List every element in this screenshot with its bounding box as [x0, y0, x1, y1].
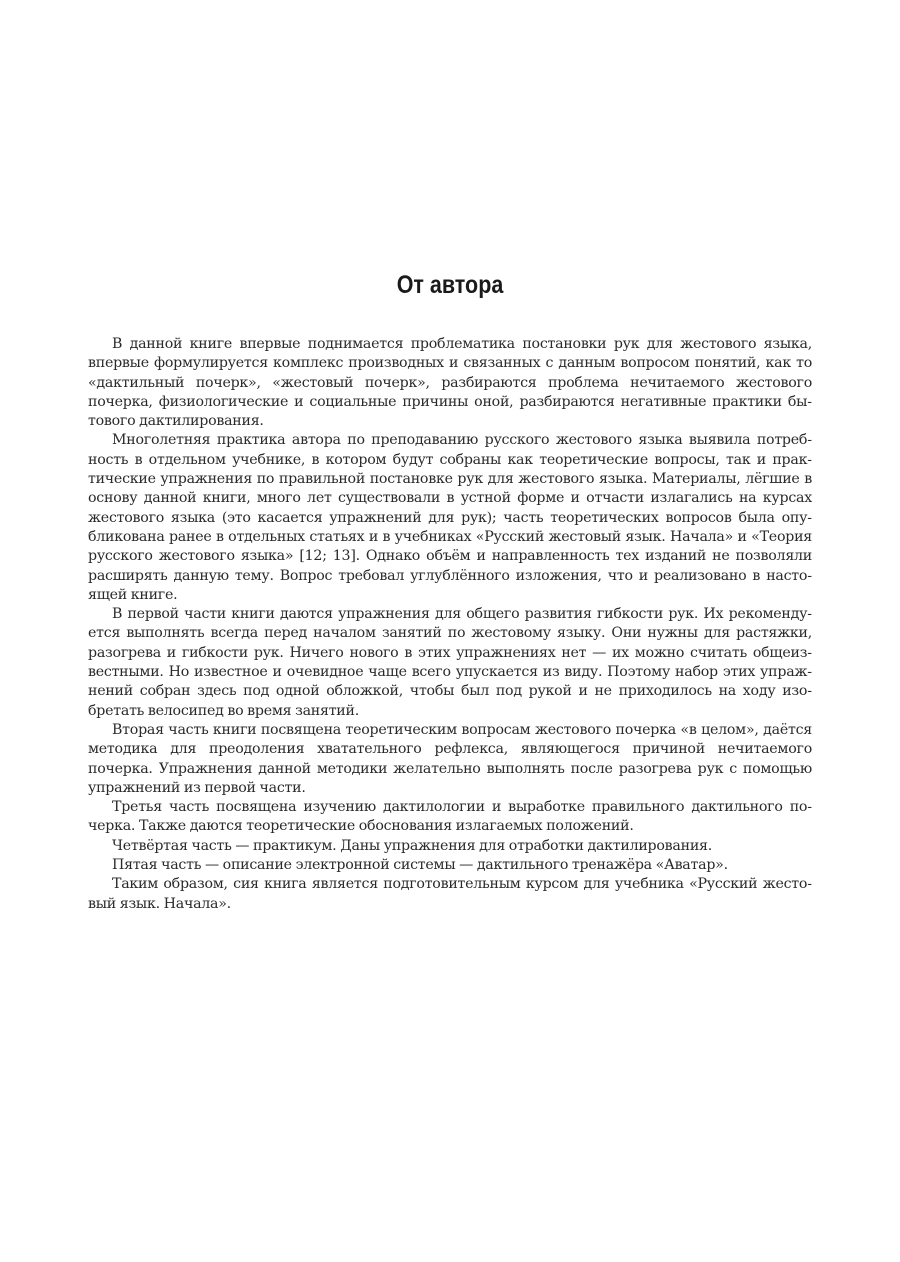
paragraph-part-five: Пятая часть — описание электронной системы — дактильного тренажёра «Аватар».: [112, 857, 728, 874]
paragraph-part-one: В первой части книги даются упражнения для общего развития гибкости рук. Их рекомендуется выполнять всегда перед началом занятий по жестовому языку. Они нужны для растяжки, разогрева и гибкости рук. Ничего нового в этих упражнениях нет — их можно считать общеизвестными. Но известное и очевидное чаще всего упускается из виду. Поэтому набор этих упражнений собран здесь под одной обложкой, чтобы был под рукой и не приходилось на ходу изобретать велосипед во время занятий.: [88, 606, 812, 719]
chapter-title: От автора: [396, 271, 504, 299]
paragraph-part-two: Вторая часть книги посвящена теоретическим вопросам жестового почерка «в целом», даётся методика для преодоления хватательного рефлекса, являющегося причиной нечитаемого почерка. Упражнения данной методики желательно выполнять после разогрева рук с помощью упражнений из первой части.: [88, 721, 812, 796]
paragraph-part-four: Четвёртая часть — практикум. Даны упражнения для отработки дактилирования.: [112, 837, 712, 854]
paragraph-conclusion: Таким образом, сия книга является подготовительным курсом для учебника «Русский жестовый язык. Начала».: [88, 876, 812, 912]
chapter-body: [88, 335, 812, 914]
paragraph-part-three: Третья часть посвящена изучению дактилологии и выработке правильного дактильного почерка. Также даются теоретические обоснования излагаемых положений.: [88, 799, 812, 835]
paragraph-motivation: Многолетняя практика автора по преподаванию русского жестового языка выявила потребность в отдельном учебнике, в котором будут собраны как теоретические вопросы, так и практические упражнения по правильной постановке рук для жестового языка. Материалы, лёгшие в основу данной книги, много лет существовали в устной форме и отчасти излагались на курсах жестового языка (это касается упражнений для рук); часть теоретических вопросов была опубликована ранее в отдельных статьях и в учебниках «Русский жестовый язык. Начала» и «Теория русского жестового языка» [12; 13]. Однако объём и направленность тех изданий не позволяли расширять данную тему. Вопрос требовал углублённого изложения, что и реализовано в настоящей книге.: [88, 432, 812, 603]
paragraph-intro: В данной книге впервые поднимается проблематика постановки рук для жестового языка, впервые формулируется комплекс производных и связанных с данным вопросом понятий, как то «дактильный почерк», «жестовый почерк», разбираются проблема нечитаемого жестового почерка, физиологические и социальные причины оной, разбираются негативные практики бытового дактилирования.: [88, 336, 812, 430]
